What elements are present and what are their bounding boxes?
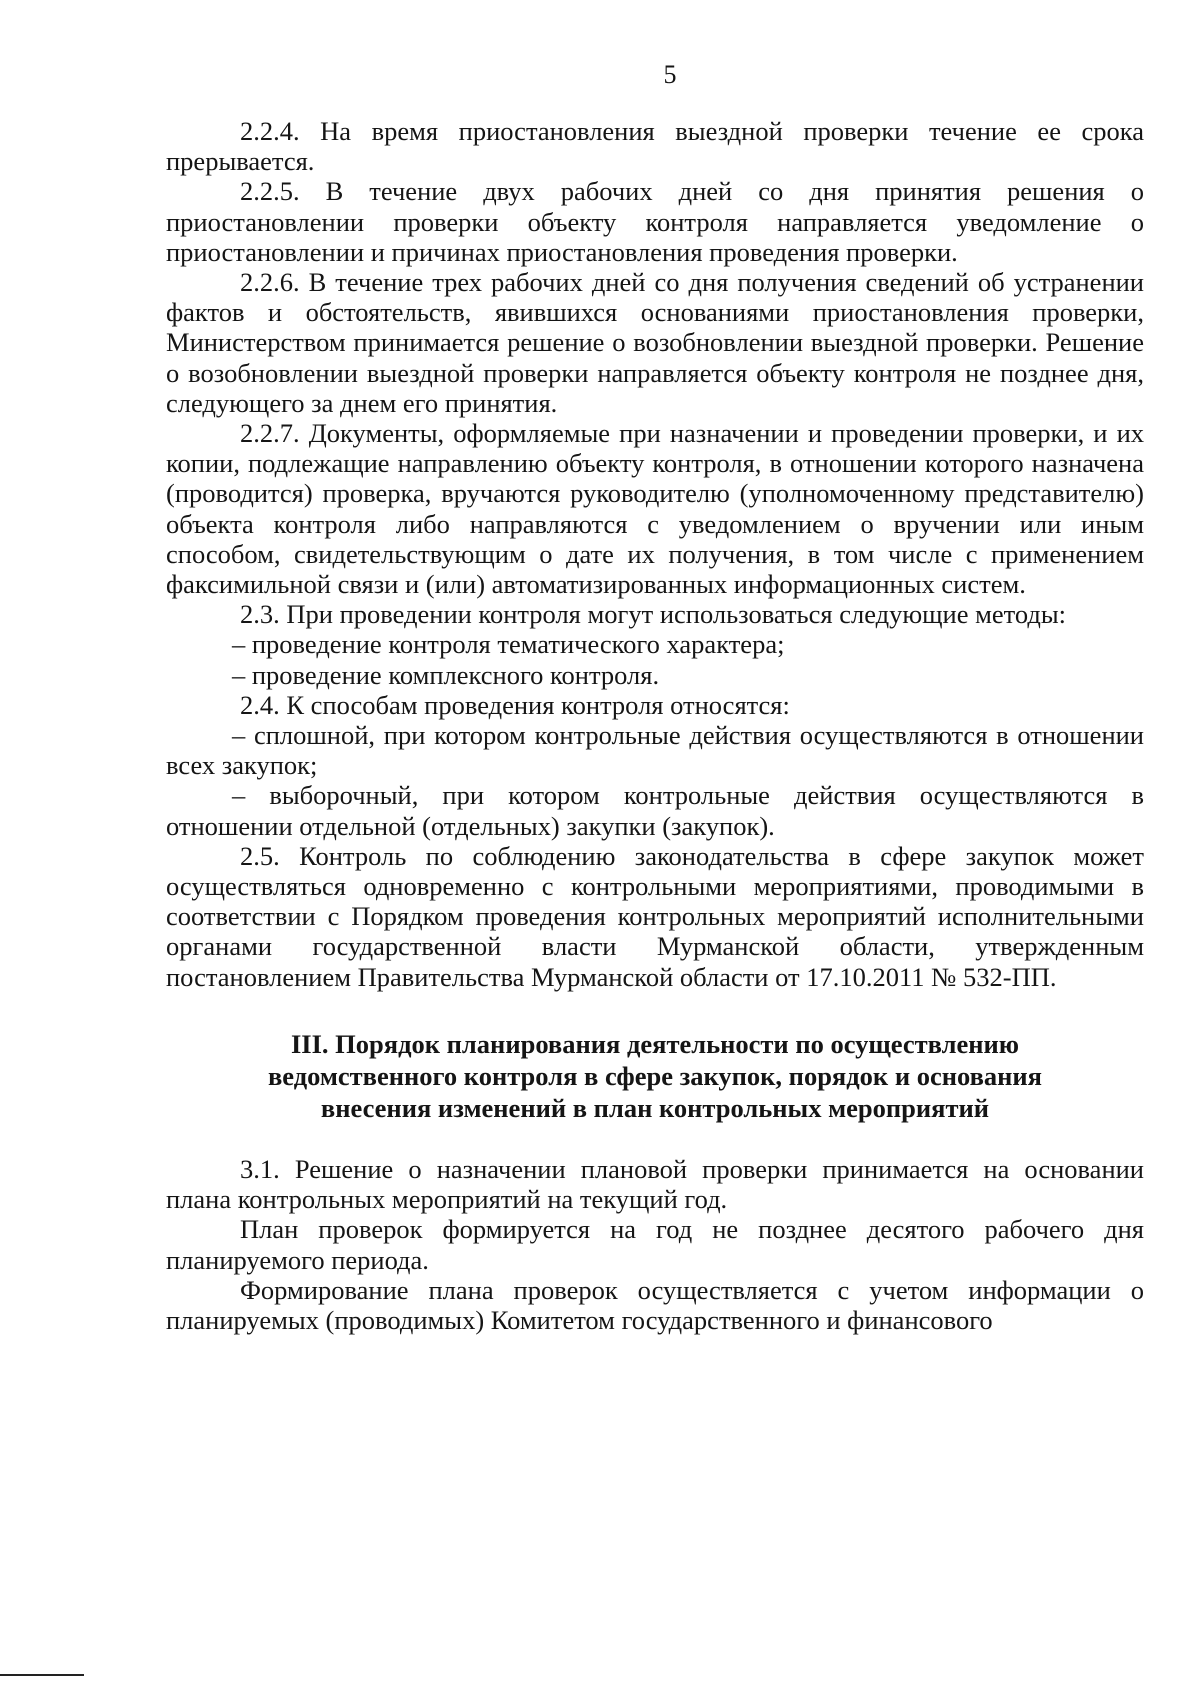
paragraph: 2.2.4. На время приостановления выездной проверки течение ее срока прерывается. — [166, 116, 1144, 177]
section-heading-line-3: внесения изменений в план контрольных мероприятий — [320, 1092, 990, 1123]
document-body — [166, 116, 1144, 1335]
paragraph: – сплошной, при котором контрольные действия осуществляются в отношении всех закупок; — [166, 720, 1144, 781]
scan-edge-mark — [0, 1674, 84, 1676]
paragraph: 2.4. К способам проведения контроля относятся: — [240, 689, 790, 720]
paragraph: – проведение комплексного контроля. — [232, 659, 660, 690]
paragraph: 2.2.5. В течение двух рабочих дней со дня принятия решения о приостановлении проверки объекту контроля направляется уведомление о приостановлении и причинах приостановления проведения проверки. — [166, 176, 1144, 267]
paragraph: 2.5. Контроль по соблюдению законодательства в сфере закупок может осуществляться одновременно с контрольными мероприятиями, проводимыми в соответствии с Порядком проведения контрольных мероприятий исполнительными органами государственной власти Мурманской области, утвержденным постановлением Правительства Мурманской области от 17.10.2011 № 532-ПП. — [166, 840, 1144, 992]
paragraph: План проверок формируется на год не позднее десятого рабочего дня планируемого периода. — [166, 1214, 1144, 1275]
paragraphs-before-heading — [166, 116, 1144, 992]
paragraph: 3.1. Решение о назначении плановой проверки принимается на основании плана контрольных мероприятий на текущий год. — [166, 1153, 1144, 1215]
paragraph: 2.2.7. Документы, оформляемые при назначении и проведении проверки, и их копии, подлежащие направлению объекту контроля, в отношении которого назначена (проводится) проверка, вручаются руководителю (уполномоченному представителю) объекта контроля либо направляются с уведомлением о вручении или иным способом, свидетельствующим о дате их получения, в том числе с применением факсимильной связи и (или) автоматизированных информационных систем. — [166, 418, 1144, 600]
section-heading — [166, 1028, 1144, 1124]
paragraph: 2.3. При проведении контроля могут использоваться следующие методы: — [240, 599, 1067, 630]
paragraph: – проведение контроля тематического характера; — [232, 629, 785, 660]
paragraph: – выборочный, при котором контрольные действия осуществляются в отношении отдельной (отдельных) закупки (закупок). — [166, 780, 1144, 841]
paragraph: Формирование плана проверок осуществляется с учетом информации о планируемых (проводимых) Комитетом государственного и финансового — [166, 1274, 1144, 1335]
page-number: 5 — [663, 60, 677, 89]
section-heading-line-2: ведомственного контроля в сфере закупок, порядок и основания — [267, 1060, 1043, 1091]
paragraphs-after-heading — [166, 1154, 1144, 1335]
paragraph: 2.2.6. В течение трех рабочих дней со дня получения сведений об устранении фактов и обстоятельств, явившихся основаниями приостановления проверки, Министерством принимается решение о возобновлении выездной проверки. Решение о возобновлении выездной проверки направляется объекту контроля не позднее дня, следующего за днем его принятия. — [166, 267, 1144, 418]
section-heading-line-1: III. Порядок планирования деятельности по осуществлению — [290, 1028, 1019, 1059]
